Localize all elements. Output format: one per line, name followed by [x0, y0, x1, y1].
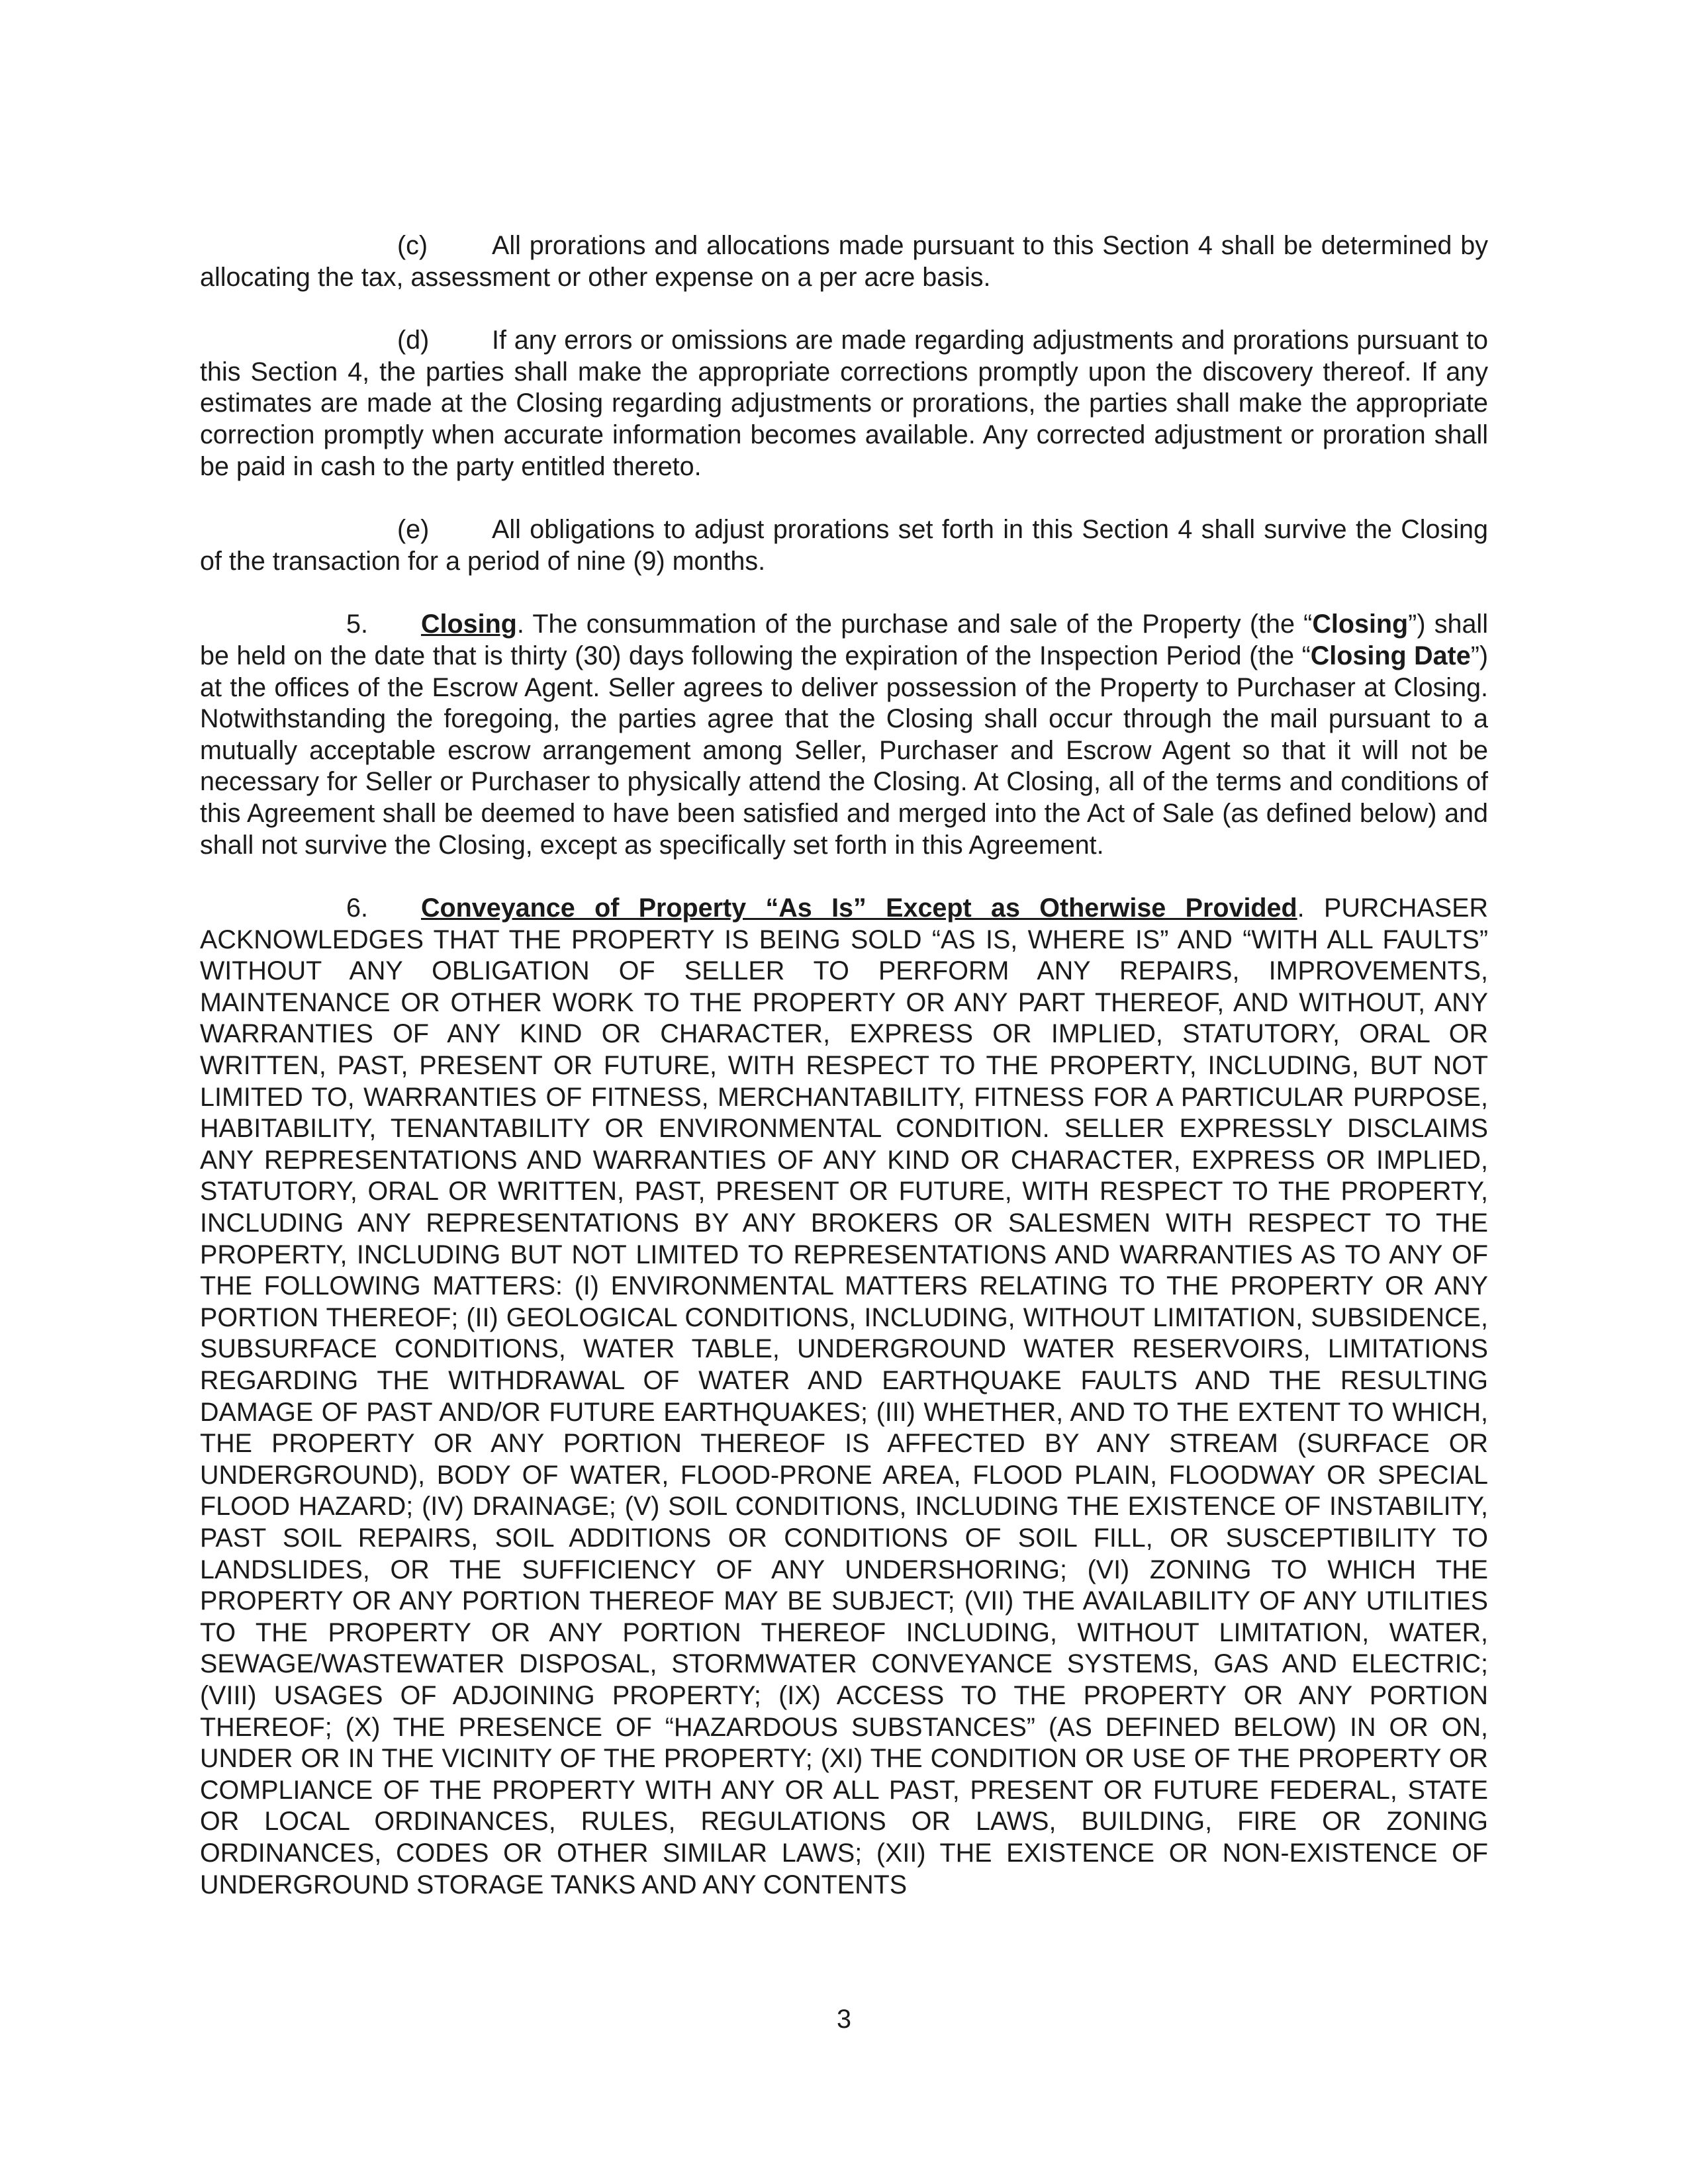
paragraph-4d [200, 325, 1488, 482]
section-number: 5. [346, 610, 368, 639]
section-text: ”) at the offices of the Escrow Agent. Seller agrees to deliver possession of the Property to Purchaser at Closing. Notwithstanding the foregoing, the parties agree that the Closing shall occur through the mail pursuant to a mutually acceptable escrow arrangement among Seller, Purchaser and Escrow Agent so that it will not be necessary for Seller or Purchaser to physically attend the Closing. At Closing, all of the terms and conditions of this Agreement shall be deemed to have been satisfied and merged into the Act of Sale (as defined below) and shall not survive the Closing, except as specifically set forth in this Agreement. [200, 641, 1488, 860]
section-6-conveyance [200, 893, 1488, 1901]
paragraph-number: (e) [397, 515, 430, 545]
paragraph-number: (c) [397, 231, 428, 260]
paragraph-4e [200, 514, 1488, 577]
paragraph-text: All prorations and allocations made pursuant to this Section 4 shall be determined by allocating the tax, assessment or other expense on a per acre basis. [200, 231, 1488, 292]
paragraph-text: If any errors or omissions are made regarding adjustments and prorations pursuant to this Section 4, the parties shall make the appropriate corrections promptly upon the discovery thereof. If any estimates are made at the Closing regarding adjustments or prorations, the parties shall make the appropriate correction promptly when accurate information becomes available. Any corrected adjustment or proration shall be paid in cash to the party entitled thereto. [200, 326, 1488, 481]
defined-term: Closing Date [1310, 641, 1471, 670]
paragraph-number: (d) [397, 326, 430, 355]
defined-term: Closing [1312, 610, 1409, 639]
document-page [200, 230, 1488, 1933]
section-heading: Conveyance of Property “As Is” Except as Otherwise Provided [421, 893, 1297, 923]
paragraph-text: All obligations to adjust prorations set forth in this Section 4 shall survive the Closing of the transaction for a period of nine (9) months. [200, 515, 1488, 576]
section-5-closing [200, 609, 1488, 861]
section-text: ”) shall be held on the date that is thirty (30) days following the expiration of the Inspection Period (the “ [200, 610, 1488, 670]
section-text: . The consummation of the purchase and sale of the Property (the “ [516, 610, 1313, 639]
page-number: 3 [837, 2005, 851, 2034]
paragraph-4c [200, 230, 1488, 293]
section-number: 6. [346, 893, 368, 923]
section-heading: Closing [421, 610, 517, 639]
section-text: . PURCHASER ACKNOWLEDGES THAT THE PROPERTY IS BEING SOLD “AS IS, WHERE IS” AND “WITH ALL FAULTS” WITHOUT ANY OBLIGATION OF SELLER TO PERFORM ANY REPAIRS, IMPROVEMENTS, MAINTENANCE OR OTHER WORK TO THE PROPERTY OR ANY PART THEREOF, AND WITHOUT, ANY WARRANTIES OF ANY KIND OR CHARACTER, EXPRESS OR IMPLIED, STATUTORY, ORAL OR WRITTEN, PAST, PRESENT OR FUTURE, WITH RESPECT TO THE PROPERTY, INCLUDING, BUT NOT LIMITED TO, WARRANTIES OF FITNESS, MERCHANTABILITY, FITNESS FOR A PARTICULAR PURPOSE, HABITABILITY, TENANTABILITY OR ENVIRONMENTAL CONDITION. SELLER EXPRESSLY DISCLAIMS ANY REPRESENTATIONS AND WARRANTIES OF ANY KIND OR CHARACTER, EXPRESS OR IMPLIED, STATUTORY, ORAL OR WRITTEN, PAST, PRESENT OR FUTURE, WITH RESPECT TO THE PROPERTY, INCLUDING ANY REPRESENTATIONS BY ANY BROKERS OR SALESMEN WITH RESPECT TO THE PROPERTY, INCLUDING BUT NOT LIMITED TO REPRESENTATIONS AND WARRANTIES AS TO ANY OF THE FOLLOWING MATTERS: (I) ENVIRONMENTAL MATTERS RELATING TO THE PROPERTY OR ANY PORTION THEREOF; (II) GEOLOGICAL CONDITIONS, INCLUDING, WITHOUT LIMITATION, SUBSIDENCE, SUBSURFACE CONDITIONS, WATER TABLE, UNDERGROUND WATER RESERVOIRS, LIMITATIONS REGARDING THE WITHDRAWAL OF WATER AND EARTHQUAKE FAULTS AND THE RESULTING DAMAGE OF PAST AND/OR FUTURE EARTHQUAKES; (III) WHETHER, AND TO THE EXTENT TO WHICH, THE PROPERTY OR ANY PORTION THEREOF IS AFFECTED BY ANY STREAM (SURFACE OR UNDERGROUND), BODY OF WATER, FLOOD-PRONE AREA, FLOOD PLAIN, FLOODWAY OR SPECIAL FLOOD HAZARD; (IV) DRAINAGE; (V) SOIL CONDITIONS, INCLUDING THE EXISTENCE OF INSTABILITY, PAST SOIL REPAIRS, SOIL ADDITIONS OR CONDITIONS OF SOIL FILL, OR SUSCEPTIBILITY TO LANDSLIDES, OR THE SUFFICIENCY OF ANY UNDERSHORING; (VI) ZONING TO WHICH THE PROPERTY OR ANY PORTION THEREOF MAY BE SUBJECT; (VII) THE AVAILABILITY OF ANY UTILITIES TO THE PROPERTY OR ANY PORTION THEREOF INCLUDING, WITHOUT LIMITATION, WATER, SEWAGE/WASTEWATER DISPOSAL, STORMWATER CONVEYANCE SYSTEMS, GAS AND ELECTRIC; (VIII) USAGES OF ADJOINING PROPERTY; (IX) ACCESS TO THE PROPERTY OR ANY PORTION THEREOF; (X) THE PRESENCE OF “HAZARDOUS SUBSTANCES” (AS DEFINED BELOW) IN OR ON, UNDER OR IN THE VICINITY OF THE PROPERTY; (XI) THE CONDITION OR USE OF THE PROPERTY OR COMPLIANCE OF THE PROPERTY WITH ANY OR ALL PAST, PRESENT OR FUTURE FEDERAL, STATE OR LOCAL ORDINANCES, RULES, REGULATIONS OR LAWS, BUILDING, FIRE OR ZONING ORDINANCES, CODES OR OTHER SIMILAR LAWS; (XII) THE EXISTENCE OR NON-EXISTENCE OF UNDERGROUND STORAGE TANKS AND ANY CONTENTS [200, 893, 1488, 1899]
